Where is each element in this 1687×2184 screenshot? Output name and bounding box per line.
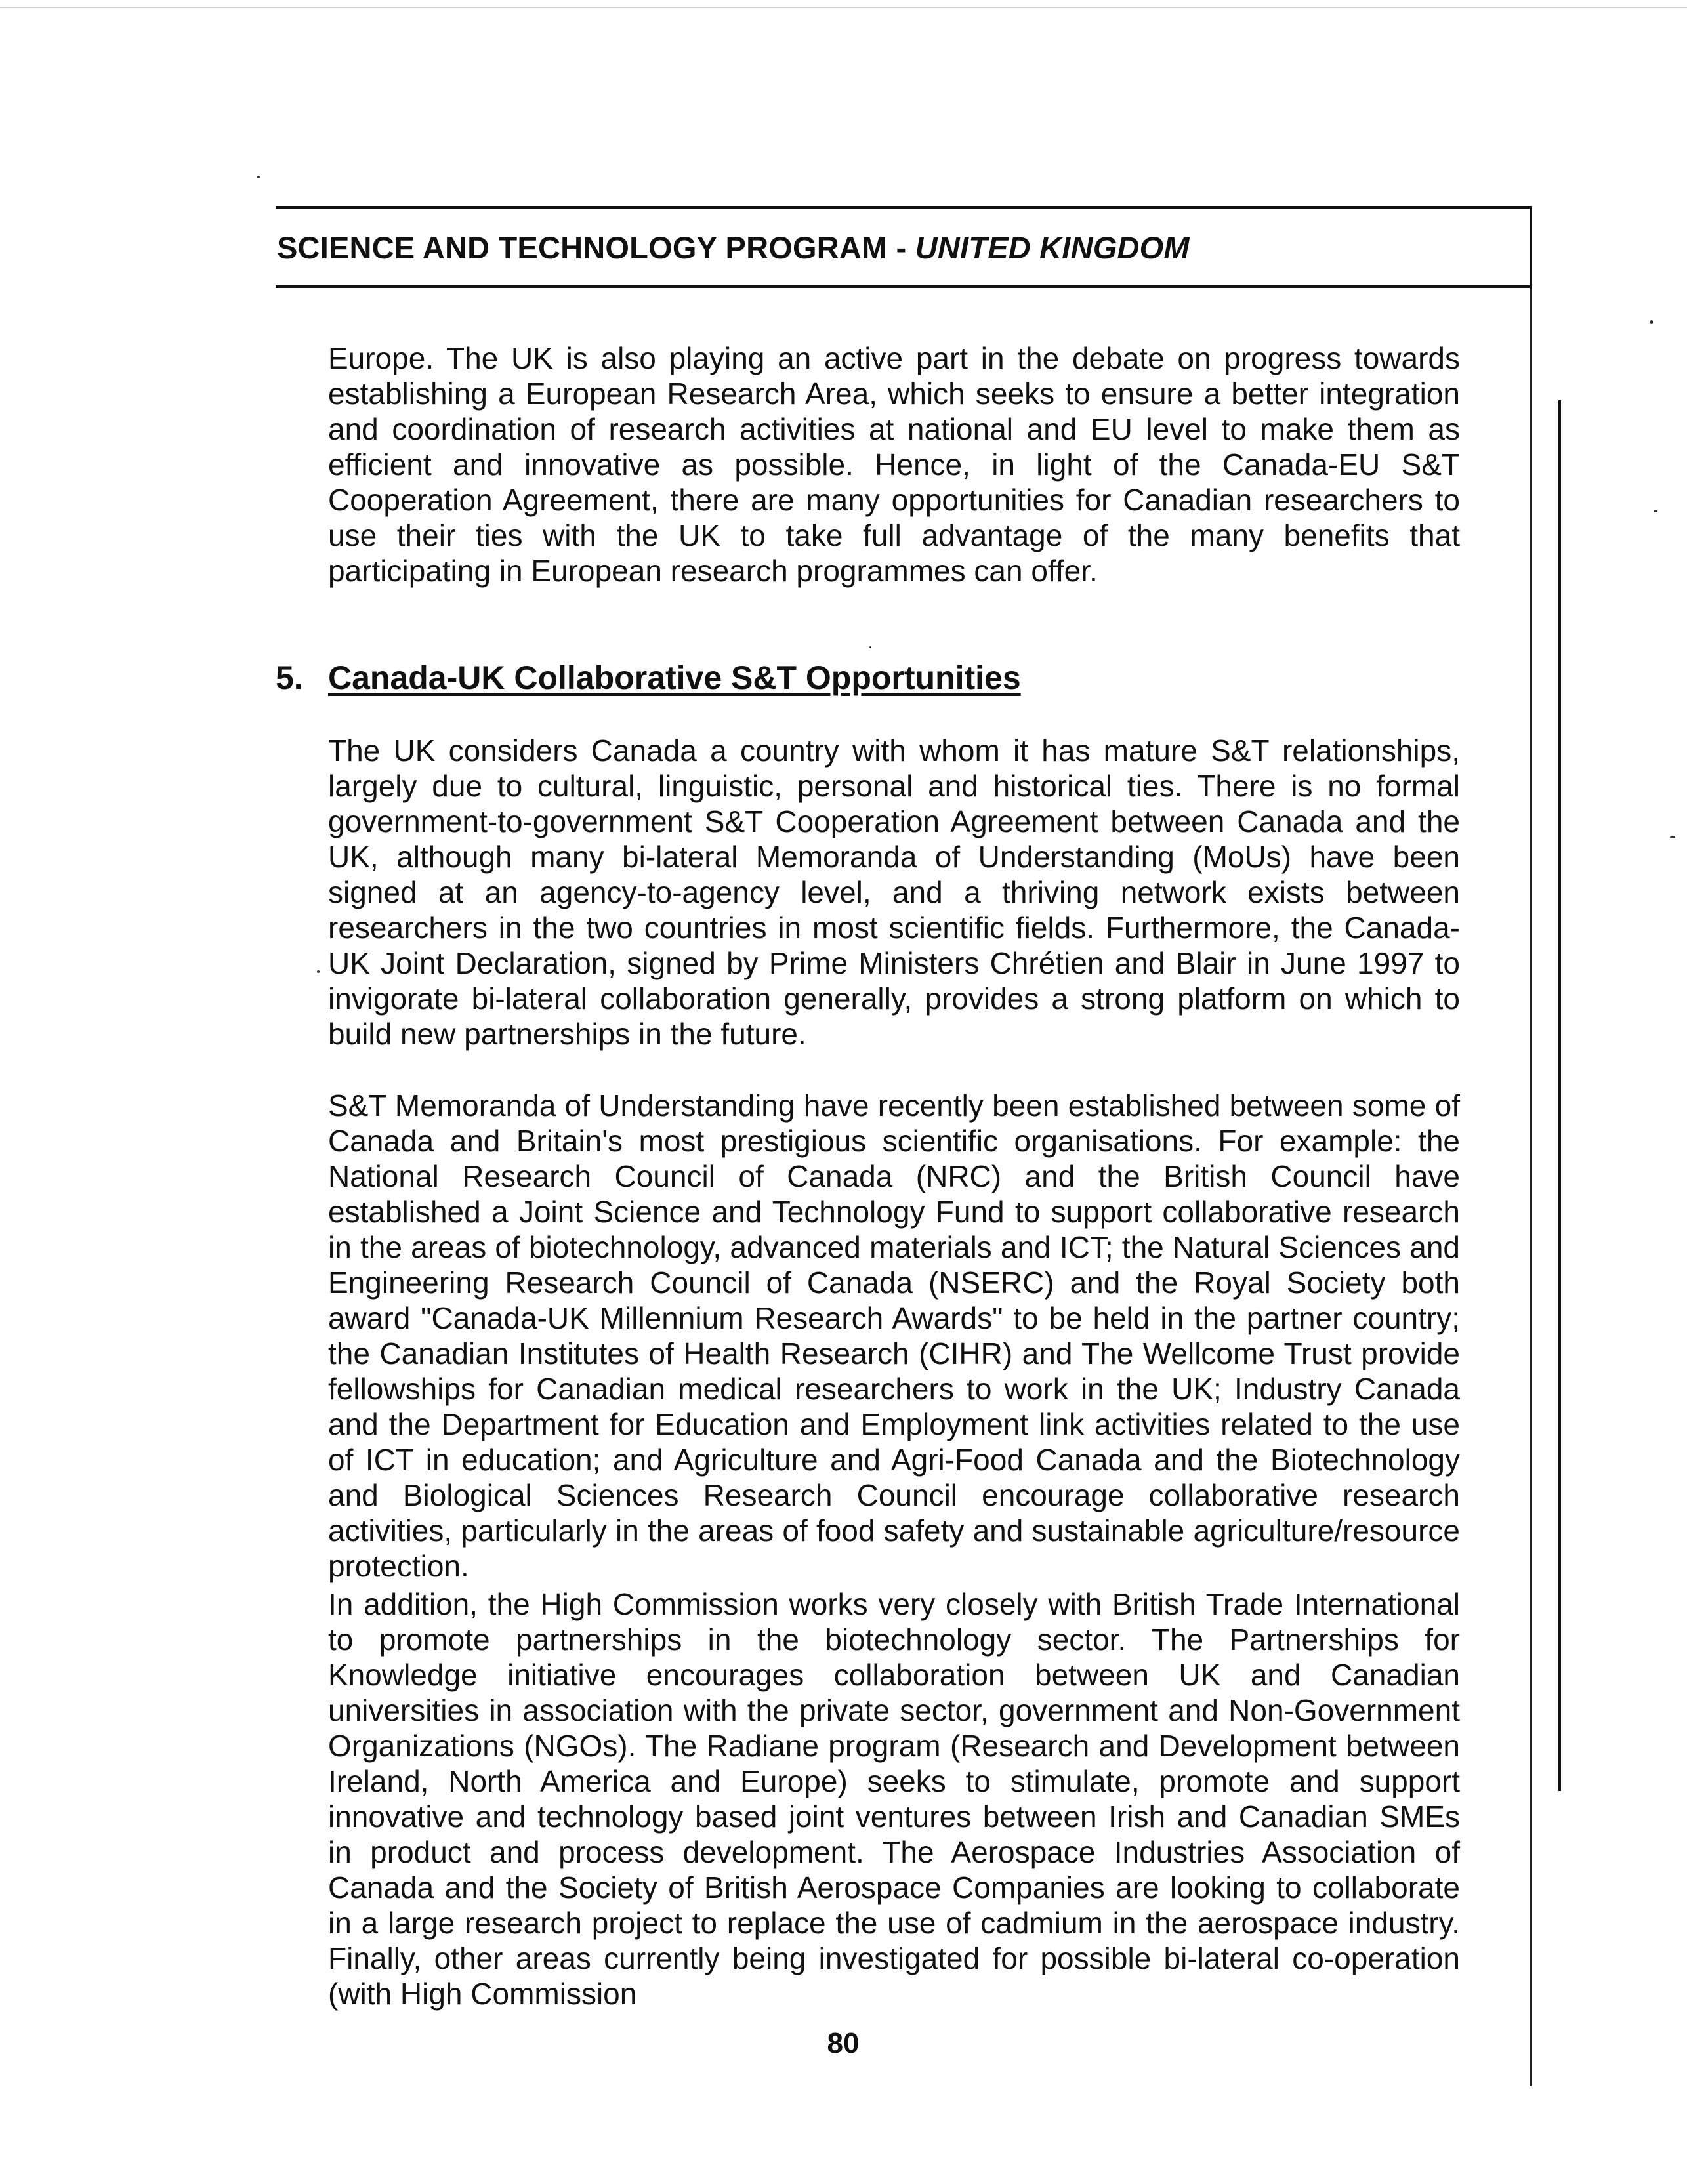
scan-edge-line — [0, 7, 1687, 8]
running-header-country: UNITED KINGDOM — [915, 230, 1190, 265]
running-header-text: SCIENCE AND TECHNOLOGY PROGRAM - — [277, 230, 915, 265]
paragraph-partnerships: In addition, the High Commission works very closely with British Trade International to promote partnerships in the biotechnology sector. The Partnerships for Knowledge initiative encourages collaboration between UK and Canadian universities in association with the private sector, government and Non-Government Organizations (NGOs). The Radiane program (Research and Development between Ireland, North America and Europe) seeks to stimulate, promote and support innovative and technology based joint ventures between Irish and Canadian SMEs in product and process development. The Aerospace Industries Association of Canada and the Society of British Aerospace Companies are looking to collaborate in a large research project to replace the use of cadmium in the aerospace industry. Finally, other areas currently being investigated for possible bi-lateral co-operation (with High Commission — [328, 1587, 1460, 2011]
margin-change-bar — [1558, 400, 1561, 1791]
scan-speck — [257, 176, 260, 178]
frame-top-rule — [276, 206, 1532, 209]
scan-speck — [869, 646, 871, 648]
frame-right-rule — [1530, 206, 1532, 289]
section-heading — [276, 659, 1391, 697]
section-number: 5. — [276, 659, 303, 696]
scan-speck — [1670, 836, 1675, 838]
paragraph-mous: S&T Memoranda of Understanding have recently been established between some of Canada and Britain's most prestigious scientific organisations. For example: the National Research Council of Canada (NRC) and the British Council have established a Joint Science and Technology Fund to support collaborative research in the areas of biotechnology, advanced materials and ICT; the Natural Sciences and Engineering Research Council of Canada (NSERC) and the Royal Society both award "Canada-UK Millennium Research Awards" to be held in the partner country; the Canadian Institutes of Health Research (CIHR) and The Wellcome Trust provide fellowships for Canadian medical researchers to work in the UK; Industry Canada and the Department for Education and Employment link activities related to the use of ICT in education; and Agriculture and Agri-Food Canada and the Biotechnology and Biological Sciences Research Council encourage collaborative research activities, particularly in the areas of food safety and sustainable agriculture/resource protection. — [328, 1088, 1460, 1583]
scan-speck — [317, 970, 320, 973]
frame-right-rule-lower — [1530, 289, 1532, 2086]
running-header — [277, 230, 1510, 266]
paragraph-relationships: The UK considers Canada a country with whom it has mature S&T relationships, largely due to cultural, linguistic, personal and historical ties. There is no formal government-to-government S&T Cooperation Agreement between Canada and the UK, although many bi-lateral Memoranda of Understanding (MoUs) have been signed at an agency-to-agency level, and a thriving network exists between researchers in the two countries in most scientific fields. Furthermore, the Canada-UK Joint Declaration, signed by Prime Ministers Chrétien and Blair in June 1997 to invigorate bi-lateral collaboration generally, provides a strong platform on which to build new partnerships in the future. — [328, 733, 1460, 1051]
header-rule — [276, 285, 1532, 288]
scan-speck — [1650, 320, 1653, 324]
scan-speck — [1654, 510, 1657, 512]
section-title: Canada-UK Collaborative S&T Opportunities — [328, 659, 1021, 696]
paragraph-intro: Europe. The UK is also playing an active part in the debate on progress towards establishing a European Research Area, which seeks to ensure a better integration and coordination of research activities at national and EU level to make them as efficient and innovative as possible. Hence, in light of the Canada-EU S&T Cooperation Agreement, there are many opportunities for Canadian researchers to use their ties with the UK to take full advantage of the many benefits that participating in European research programmes can offer. — [328, 341, 1460, 588]
page-number: 80 — [827, 2027, 860, 2059]
